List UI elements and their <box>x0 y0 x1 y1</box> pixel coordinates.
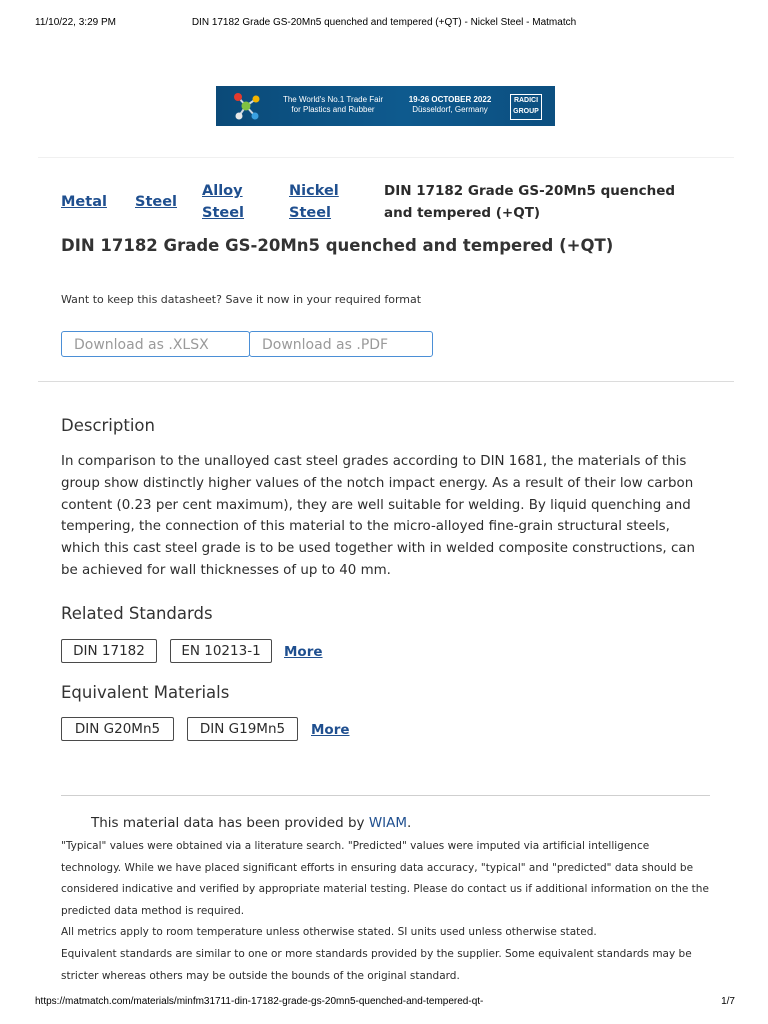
banner-line-2: for Plastics and Rubber <box>291 105 375 114</box>
related-standards-more-link[interactable]: More <box>284 644 323 660</box>
banner-line-1: The World's No.1 Trade Fair <box>282 95 384 104</box>
print-page-number: 1/7 <box>721 996 735 1007</box>
disclaimer-paragraph: Equivalent standards are similar to one or more standards provided by the supplier. Some equivalent standards may be stricter whereas others may be outside the bounds of the original standard. <box>61 947 692 982</box>
molecule-icon <box>228 89 264 123</box>
disclaimer-paragraph: All metrics apply to room temperature unless otherwise stated. SI units used unless otherwise stated. <box>61 926 597 939</box>
breadcrumb-alloy-steel-line1: Alloy <box>202 183 243 199</box>
breadcrumb-nickel-steel[interactable] <box>289 180 339 224</box>
breadcrumb-nickel-steel-line1: Nickel <box>289 183 339 199</box>
standard-tag[interactable]: EN 10213-1 <box>170 639 272 663</box>
breadcrumb-nickel-steel-line2: Steel <box>289 205 332 221</box>
print-title: DIN 17182 Grade GS-20Mn5 quenched and tempered (+QT) - Nickel Steel - Matmatch <box>191 17 577 28</box>
download-xlsx-button[interactable]: Download as .XLSX <box>61 331 250 357</box>
radici-logo <box>510 94 542 120</box>
related-standards-heading: Related Standards <box>61 604 213 623</box>
print-footer <box>0 996 768 1010</box>
download-pdf-button[interactable]: Download as .PDF <box>249 331 433 357</box>
save-hint: Want to keep this datasheet? Save it now in your required format <box>61 293 422 306</box>
logo-line-1: RADICI <box>513 97 539 104</box>
provider-name: WIAM <box>368 815 408 831</box>
standard-tag[interactable]: DIN 17182 <box>61 639 157 663</box>
divider <box>38 381 734 382</box>
provider-note <box>91 815 411 831</box>
banner-event-info <box>394 95 506 115</box>
breadcrumb-metal[interactable]: Metal <box>61 194 107 210</box>
equivalent-material-tag[interactable]: DIN G20Mn5 <box>61 717 174 741</box>
equivalent-material-tag[interactable]: DIN G19Mn5 <box>187 717 298 741</box>
print-header <box>0 17 768 31</box>
disclaimer <box>61 836 711 987</box>
divider <box>38 157 734 158</box>
banner-dates: 19-26 OCTOBER 2022 <box>408 95 492 104</box>
equivalent-materials-more-link[interactable]: More <box>311 722 350 738</box>
provider-period: . <box>407 815 412 831</box>
page-title: DIN 17182 Grade GS-20Mn5 quenched and tempered (+QT) <box>61 236 614 255</box>
disclaimer-paragraph: "Typical" values were obtained via a literature search. "Predicted" values were imputed via artificial intelligence technology. While we have placed significant efforts in ensuring data accuracy, "typical" and "predicted" data should be considered indicative and verified by appropriate material testing. Please do contact us if additional information on the the predicted data method is required. <box>61 840 709 917</box>
breadcrumb-alloy-steel[interactable] <box>202 180 244 224</box>
breadcrumb-current: DIN 17182 Grade GS-20Mn5 quenched and tempered (+QT) <box>384 183 676 221</box>
banner-location: Düsseldorf, Germany <box>412 105 488 114</box>
logo-line-2: GROUP <box>513 108 539 115</box>
provider-text: This material data has been provided by <box>91 815 365 831</box>
divider <box>61 795 710 796</box>
breadcrumb-alloy-steel-line2: Steel <box>202 205 245 221</box>
breadcrumb-steel[interactable]: Steel <box>135 194 178 210</box>
equivalent-materials-heading: Equivalent Materials <box>61 683 230 702</box>
description-text: In comparison to the unalloyed cast steel grades according to DIN 1681, the materials of this group show distinctly higher values of the notch impact energy. As a result of their low carbon content (0.23 per cent maximum), they are well suitable for welding. By liquid quenching and tempering, the connection of this material to the micro-alloyed fine-grain structural steels, which this cast steel grade is to be used together with in welded composite constructions, can be achieved for wall thicknesses of up to 40 mm. <box>61 454 696 578</box>
banner-slogan <box>278 95 388 115</box>
print-datetime: 11/10/22, 3:29 PM <box>35 17 116 28</box>
print-url: https://matmatch.com/materials/minfm31711-din-17182-grade-gs-20mn5-quenched-and-tempered-qt- <box>35 996 484 1007</box>
description-heading: Description <box>61 416 155 435</box>
ad-banner[interactable] <box>216 86 555 126</box>
